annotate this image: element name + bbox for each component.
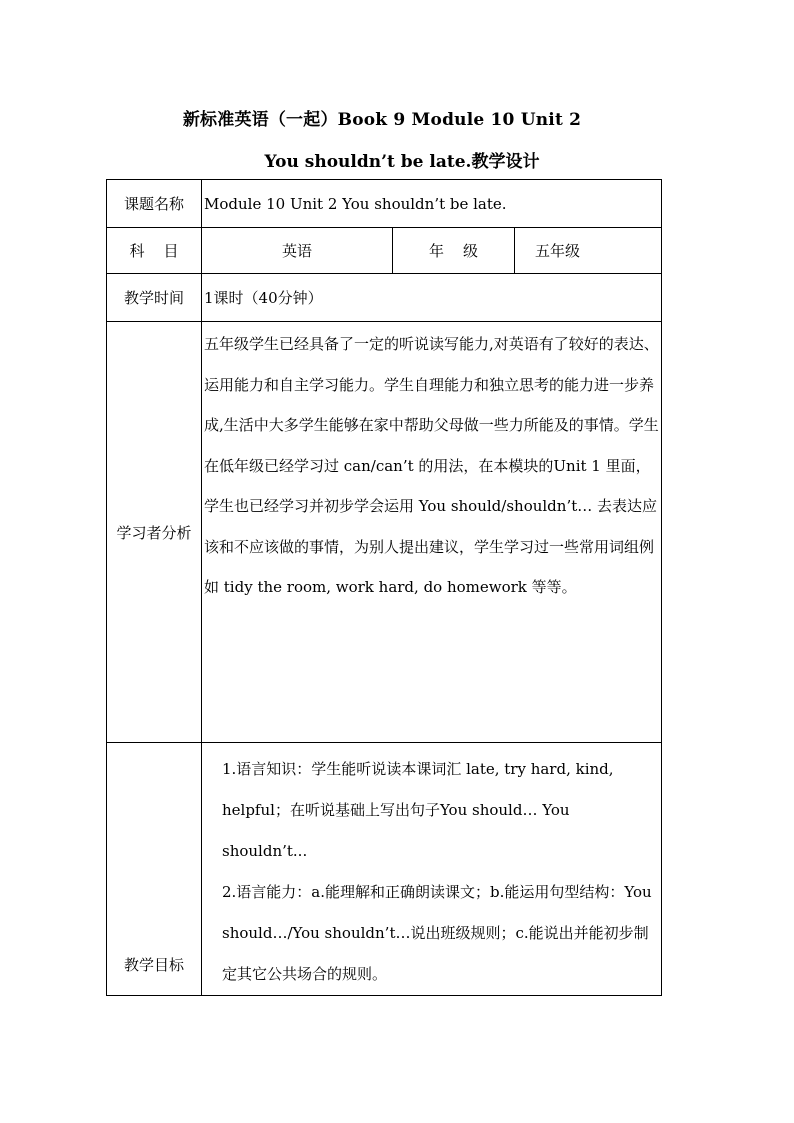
learner-label: 学习者分析 — [107, 322, 202, 743]
grade-value: 五年级 — [515, 228, 662, 274]
goals-label: 教学目标 — [107, 743, 202, 996]
time-label: 教学时间 — [107, 274, 202, 322]
lesson-plan-table — [106, 179, 662, 996]
subject-label: 科 目 — [107, 228, 202, 274]
goal-item-2: 2.语言能力：a.能理解和正确朗读课文；b.能运用句型结构：You should…/You shouldn’t…说出班级规则；c.能说出并能初步制定其它公共场合的规则。 — [222, 883, 652, 983]
learner-analysis-text — [202, 322, 662, 743]
learner-analysis-paragraph: 五年级学生已经具备了一定的听说读写能力,对英语有了较好的表达、运用能力和自主学习能力。学生自理能力和独立思考的能力进一步养成,生活中大多学生能够在家中帮助父母做一些力所能及的事情。学生在低年级已经学习过 can/can’t 的用法，在本模块的Unit 1 里面，学生也已经学习并初步学会运用 You should/shouldn’t… 去表达应该和不应该做的事情，为别人提出建议，学生学习过一些常用词组例如 tidy the room, work hard, do homework 等等。 — [204, 335, 659, 596]
table-row-learner — [107, 322, 662, 743]
topic-value: Module 10 Unit 2 You shouldn’t be late. — [202, 180, 662, 228]
goals-text — [202, 743, 662, 996]
table-row-goals — [107, 743, 662, 996]
document-title: 新标准英语（一起）Book 9 Module 10 Unit 2 — [182, 110, 582, 130]
table-row-time — [107, 274, 662, 322]
table-row-subject — [107, 228, 662, 274]
topic-label: 课题名称 — [107, 180, 202, 228]
table-row-topic — [107, 180, 662, 228]
goal-item-1: 1.语言知识：学生能听说读本课词汇 late, try hard, kind, helpful；在听说基础上写出句子You should… You shouldn’t... — [222, 760, 614, 860]
time-value: 1课时（40分钟） — [202, 274, 662, 322]
grade-label: 年 级 — [393, 228, 515, 274]
subject-value: 英语 — [202, 228, 393, 274]
document-subtitle: You shouldn’t be late.教学设计 — [264, 152, 540, 172]
